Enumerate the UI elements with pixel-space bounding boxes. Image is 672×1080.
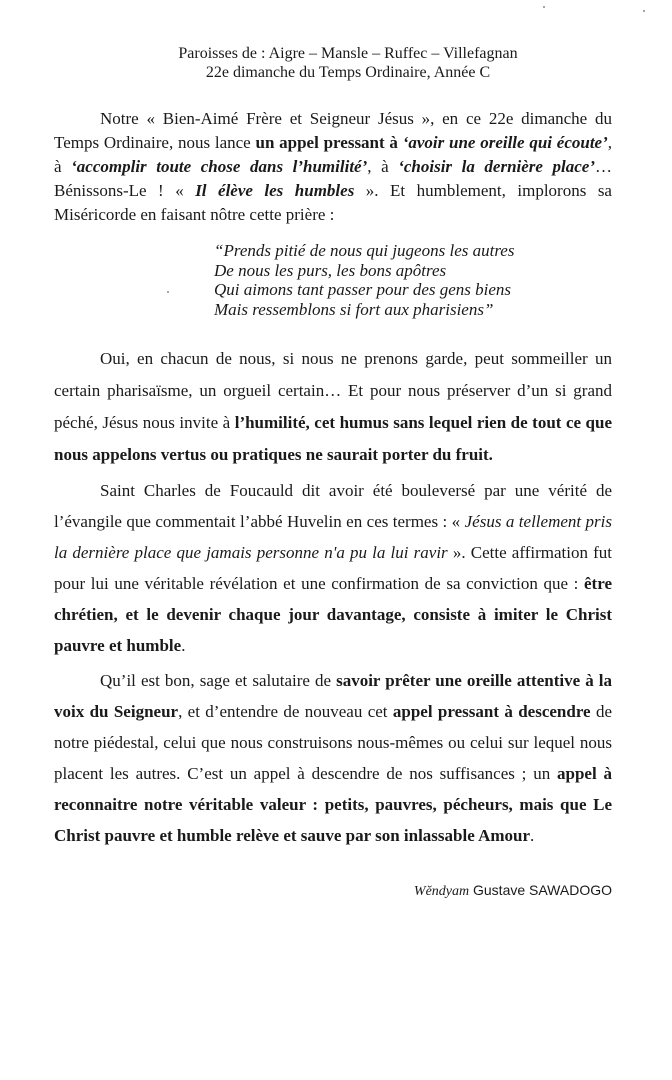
poem-line: “Prends pitié de nous qui jugeons les autres <box>214 241 515 260</box>
paragraph-foucauld: Saint Charles de Foucauld dit avoir été bouleversé par une vérité de l’évangile que commentait l’abbé Huvelin en ces termes : « Jésus a tellement pris la dernière place que jamais personne n'a pu la lui ravir ». Cette affirmation fut pour lui une véritable révélation et une confirmation de sa conviction que : être chrétien, et le devenir chaque jour davantage, consiste à imiter le Christ pauvre et humble. <box>54 481 613 655</box>
parishes-line: Paroisses de : Aigre – Mansle – Ruffec – Villefagnan <box>178 45 518 62</box>
signature: Wĕndyam Gustave SAWADOGO <box>413 882 612 899</box>
paragraph-humility: Oui, en chacun de nous, si nous ne prenons garde, peut sommeiller un certain pharisaïsme, un orgueil certain… Et pour nous préserver d’un si grand péché, Jésus nous invite à l’humilité, cet humus sans lequel rien de tout ce que nous appelons vertus ou pratiques ne saurait porter du fruit. <box>54 349 613 464</box>
paragraph-listening: Qu’il est bon, sage et salutaire de savoir prêter une oreille attentive à la voix du Seigneur, et d’entendre de nouveau cet appel pressant à descendre de notre piédestal, celui que nous construisons nous-mêmes ou celui sur lequel nous placent les autres. C’est un appel à descendre de nos suffisances ; un appel à reconnaitre notre véritable valeur : petits, pauvres, pécheurs, mais que Le Christ pauvre et humble relève et sauve par son inlassable Amour. <box>54 671 613 845</box>
scan-speck <box>543 6 545 8</box>
sunday-line: 22e dimanche du Temps Ordinaire, Année C <box>205 64 491 81</box>
paragraph-intro: Notre « Bien-Aimé Frère et Seigneur Jésus », en ce 22e dimanche du Temps Ordinaire, nous lance un appel pressant à ‘avoir une oreille qui écoute’, à ‘accomplir toute chose dans l’humilité’, à ‘choisir la dernière place’… Bénissons-Le ! « Il élève les humbles ». Et humblement, implorons sa Miséricorde en faisant nôtre cette prière : <box>54 109 613 224</box>
poem-line: De nous les purs, les bons apôtres <box>214 260 447 280</box>
poem-line: Mais ressemblons si fort aux pharisiens” <box>214 299 494 319</box>
document-page <box>54 44 612 900</box>
document-header <box>84 44 612 82</box>
prayer-poem <box>214 241 612 319</box>
poem-line: Qui aimons tant passer pour des gens biens <box>214 280 512 299</box>
scan-speck <box>643 10 645 12</box>
